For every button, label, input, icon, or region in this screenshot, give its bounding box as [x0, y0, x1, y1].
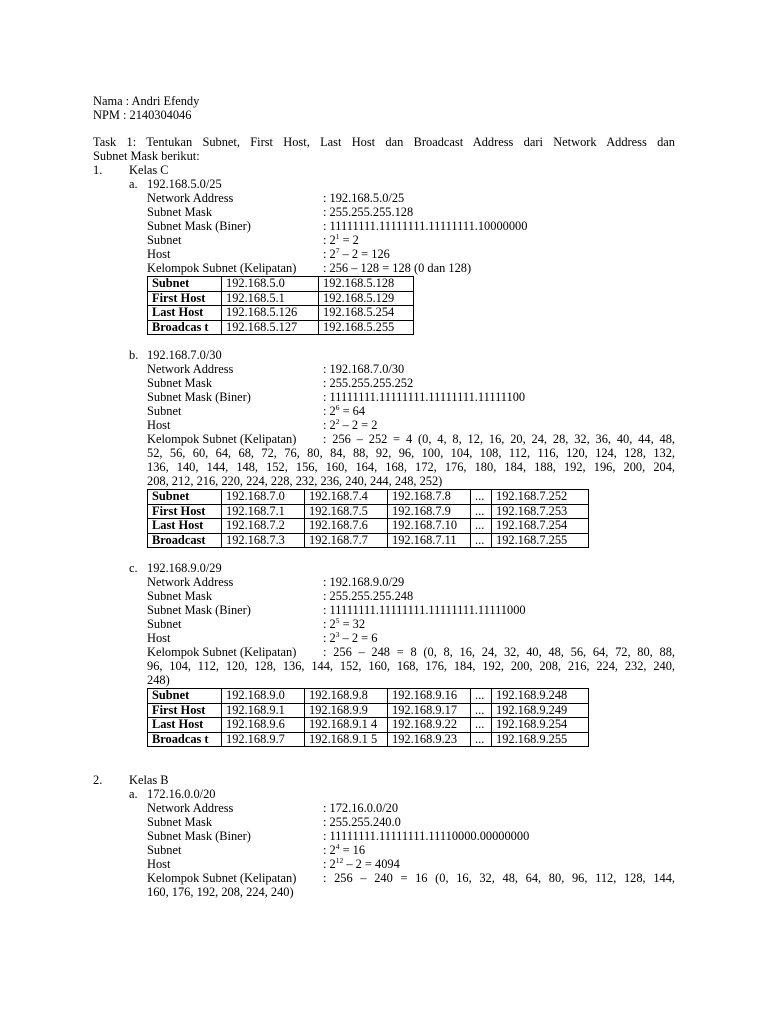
table-cell: 192.168.9.16	[388, 689, 471, 704]
network-label: Network Address	[147, 362, 234, 376]
kelompok-value: : 256 – 248 = 8 (0, 8, 16, 24, 32, 40, 48, 56, 64, 72, 80, 88,	[323, 645, 675, 659]
table-row	[148, 490, 589, 505]
section-2-number: 2.	[93, 773, 103, 787]
table-cell: 192.168.5.129	[319, 291, 414, 306]
table-cell: 192.168.9.9	[305, 703, 388, 718]
kelompok-label: Kelompok Subnet (Kelipatan)	[147, 432, 297, 446]
table-cell: 192.168.9.1 5	[305, 732, 388, 747]
item-1c-letter: c.	[129, 561, 138, 575]
item-1c-title: 192.168.9.0/29	[147, 561, 222, 575]
table-cell: 192.168.7.2	[222, 519, 305, 534]
section-1-heading	[93, 163, 675, 177]
table-cell: 192.168.5.254	[319, 306, 414, 321]
table-cell: ...	[471, 718, 492, 733]
table-cell: 192.168.9.255	[492, 732, 589, 747]
biner-label: Subnet Mask (Biner)	[147, 219, 251, 233]
table-cell: 192.168.9.17	[388, 703, 471, 718]
network-value: : 192.168.7.0/30	[323, 362, 405, 376]
table-cell: 192.168.9.23	[388, 732, 471, 747]
table-cell: 192.168.9.0	[222, 689, 305, 704]
table-cell: 192.168.7.7	[305, 533, 388, 548]
kelompok-continued: 208, 212, 216, 220, 224, 228, 232, 236, 240, 244, 248, 252)	[147, 474, 443, 488]
network-label: Network Address	[147, 801, 234, 815]
table-cell: 192.168.7.254	[492, 519, 589, 534]
item-2a	[93, 787, 675, 899]
table-cell: 192.168.9.248	[492, 689, 589, 704]
table-cell: 192.168.5.255	[319, 320, 414, 335]
table-cell: ...	[471, 533, 492, 548]
document-page	[93, 94, 675, 899]
table-cell: 192.168.9.22	[388, 718, 471, 733]
host-value: : $2^7 - 2 = 126$	[323, 245, 390, 261]
table-row	[148, 504, 589, 519]
section-1-number: 1.	[93, 163, 103, 177]
table-row	[148, 277, 414, 292]
row-header: Subnet	[148, 277, 222, 292]
table-cell: 192.168.5.128	[319, 277, 414, 292]
table-cell: 192.168.5.126	[222, 306, 319, 321]
host-value: : $2^3 - 2 = 6$	[323, 629, 378, 645]
table-cell: 192.168.5.127	[222, 320, 319, 335]
biner-label: Subnet Mask (Biner)	[147, 390, 251, 404]
student-name: Nama : Andri Efendy	[93, 94, 200, 108]
table-cell: 192.168.7.9	[388, 504, 471, 519]
table-cell: 192.168.9.249	[492, 703, 589, 718]
item-1b-letter: b.	[129, 348, 139, 362]
table-cell: 192.168.9.7	[222, 732, 305, 747]
task-line-2: Subnet Mask berikut:	[93, 149, 200, 163]
task-line-1: Task 1: Tentukan Subnet, First Host, Last Host dan Broadcast Address dari Network Address dan	[93, 135, 675, 149]
subnet-label: Subnet	[147, 404, 182, 418]
table-row	[148, 306, 414, 321]
biner-value: : 11111111.11111111.11110000.00000000	[323, 829, 530, 843]
mask-label: Subnet Mask	[147, 376, 213, 390]
mask-value: : 255.255.255.252	[323, 376, 414, 390]
table-cell: ...	[471, 703, 492, 718]
table-cell: 192.168.7.5	[305, 504, 388, 519]
biner-label: Subnet Mask (Biner)	[147, 829, 251, 843]
network-value: : 192.168.9.0/29	[323, 575, 405, 589]
table-cell: 192.168.5.0	[222, 277, 319, 292]
table-cell: 192.168.5.1	[222, 291, 319, 306]
table-cell: 192.168.7.253	[492, 504, 589, 519]
network-value: : 192.168.5.0/25	[323, 191, 405, 205]
item-2a-title: 172.16.0.0/20	[147, 787, 216, 801]
table-row	[148, 689, 589, 704]
kelompok-continued: 248)	[147, 673, 170, 687]
table-row	[148, 703, 589, 718]
section-2-heading	[93, 773, 675, 787]
kelompok-continued: 160, 176, 192, 208, 224, 240)	[147, 885, 294, 899]
table-row	[148, 291, 414, 306]
host-label: Host	[147, 857, 171, 871]
table-cell: 192.168.7.8	[388, 490, 471, 505]
table-1a	[147, 276, 414, 335]
table-cell: 192.168.9.8	[305, 689, 388, 704]
table-cell: ...	[471, 689, 492, 704]
mask-value: : 255.255.240.0	[323, 815, 401, 829]
item-1a-letter: a.	[129, 177, 138, 191]
table-cell: 192.168.7.4	[305, 490, 388, 505]
kelompok-label: Kelompok Subnet (Kelipatan)	[147, 645, 297, 659]
subnet-label: Subnet	[147, 843, 182, 857]
subnet-label: Subnet	[147, 233, 182, 247]
table-cell: 192.168.9.1 4	[305, 718, 388, 733]
table-1c	[147, 688, 589, 747]
item-1b-title: 192.168.7.0/30	[147, 348, 222, 362]
subnet-value: : $2^5 = 32$	[323, 615, 366, 631]
table-row	[148, 533, 589, 548]
item-1a	[93, 177, 675, 275]
table-cell: 192.168.9.6	[222, 718, 305, 733]
mask-value: : 255.255.255.248	[323, 589, 414, 603]
table-cell: 192.168.7.1	[222, 504, 305, 519]
table-cell: 192.168.7.6	[305, 519, 388, 534]
row-header: Broadcast	[148, 533, 222, 548]
table-cell: 192.168.7.11	[388, 533, 471, 548]
mask-label: Subnet Mask	[147, 205, 213, 219]
host-label: Host	[147, 418, 171, 432]
host-value: : $2^{12} - 2 = 4094$	[323, 855, 400, 871]
subnet-label: Subnet	[147, 617, 182, 631]
mask-label: Subnet Mask	[147, 589, 213, 603]
table-row	[148, 732, 589, 747]
row-header: Subnet	[148, 689, 222, 704]
subnet-value: : $2^6 = 64$	[323, 402, 366, 418]
row-header: Last Host	[148, 306, 222, 321]
kelompok-value: : 256 – 252 = 4 (0, 4, 8, 12, 16, 20, 24, 28, 32, 36, 40, 44, 48,	[323, 432, 675, 446]
kelompok-value: : 256 – 240 = 16 (0, 16, 32, 48, 64, 80, 96, 112, 128, 144,	[323, 871, 675, 885]
mask-value: : 255.255.255.128	[323, 205, 414, 219]
host-value: : $2^2 - 2 = 2$	[323, 416, 378, 432]
kelompok-continued: 96, 104, 112, 120, 128, 136, 144, 152, 160, 168, 176, 184, 192, 200, 208, 216, 224, 232, 240,	[147, 659, 675, 673]
row-header: Last Host	[148, 718, 222, 733]
row-header: First Host	[148, 504, 222, 519]
table-cell: 192.168.9.254	[492, 718, 589, 733]
table-cell: 192.168.7.10	[388, 519, 471, 534]
section-1-title: Kelas C	[129, 163, 169, 177]
row-header: First Host	[148, 703, 222, 718]
section-2-title: Kelas B	[129, 773, 169, 787]
table-row	[148, 320, 414, 335]
kelompok-label: Kelompok Subnet (Kelipatan)	[147, 261, 297, 275]
host-label: Host	[147, 247, 171, 261]
subnet-value: : $2^4 = 16$	[323, 841, 366, 857]
item-2a-letter: a.	[129, 787, 138, 801]
subnet-value: : $2^1 = 2$	[323, 231, 359, 247]
table-cell: ...	[471, 490, 492, 505]
network-label: Network Address	[147, 575, 234, 589]
table-cell: 192.168.7.3	[222, 533, 305, 548]
table-row	[148, 718, 589, 733]
kelompok-label: Kelompok Subnet (Kelipatan)	[147, 871, 297, 885]
network-label: Network Address	[147, 191, 234, 205]
host-label: Host	[147, 631, 171, 645]
item-1c	[93, 561, 675, 687]
row-header: Subnet	[148, 490, 222, 505]
table-row	[148, 519, 589, 534]
kelompok-continued: 52, 56, 60, 64, 68, 72, 76, 80, 84, 88, 92, 96, 100, 104, 108, 112, 116, 120, 124, 128, 132,	[147, 446, 675, 460]
kelompok-continued: 136, 140, 144, 148, 152, 156, 160, 164, 168, 172, 176, 180, 184, 188, 192, 196, 200, 204,	[147, 460, 675, 474]
table-1b	[147, 489, 589, 548]
biner-label: Subnet Mask (Biner)	[147, 603, 251, 617]
row-header: Last Host	[148, 519, 222, 534]
row-header: First Host	[148, 291, 222, 306]
student-npm: NPM : 2140304046	[93, 108, 192, 122]
table-cell: 192.168.7.252	[492, 490, 589, 505]
network-value: : 172.16.0.0/20	[323, 801, 399, 815]
table-cell: 192.168.9.1	[222, 703, 305, 718]
row-header: Broadcas t	[148, 320, 222, 335]
kelompok-value: : 256 – 128 = 128 (0 dan 128)	[323, 261, 472, 275]
table-cell: ...	[471, 504, 492, 519]
biner-value: : 11111111.11111111.11111111.11111000	[323, 603, 526, 617]
row-header: Broadcas t	[148, 732, 222, 747]
table-cell: ...	[471, 732, 492, 747]
table-cell: 192.168.7.0	[222, 490, 305, 505]
item-1b	[93, 348, 675, 488]
table-cell: ...	[471, 519, 492, 534]
mask-label: Subnet Mask	[147, 815, 213, 829]
biner-value: : 11111111.11111111.11111111.11111100	[323, 390, 526, 404]
item-1a-title: 192.168.5.0/25	[147, 177, 222, 191]
table-cell: 192.168.7.255	[492, 533, 589, 548]
biner-value: : 11111111.11111111.11111111.10000000	[323, 219, 528, 233]
